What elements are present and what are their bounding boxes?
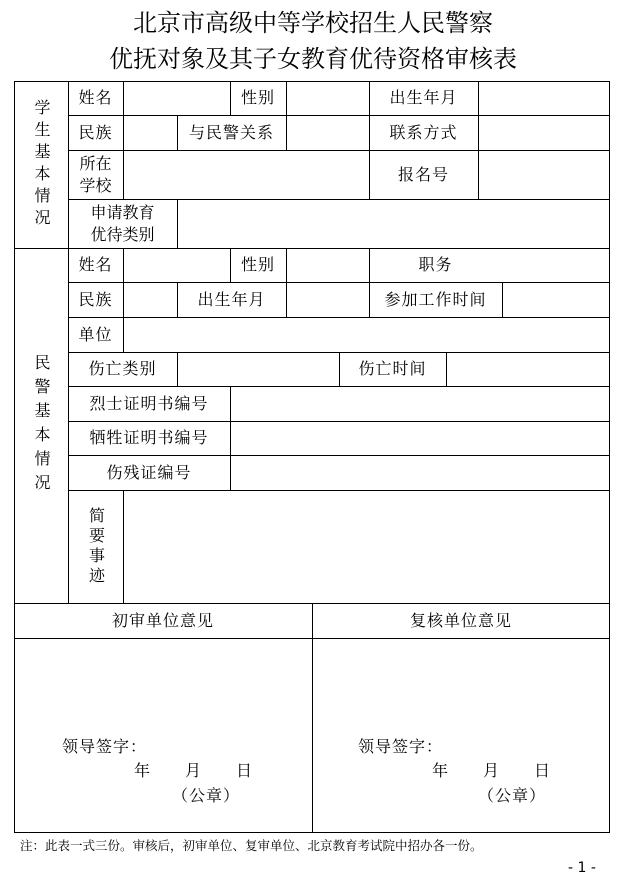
police-gender-field[interactable] [287, 249, 369, 282]
student-category-label-line1: 申请教育 [90, 202, 155, 222]
police-casualty-type-label: 伤亡类别 [88, 359, 157, 378]
student-school-field[interactable] [124, 151, 369, 199]
police-deeds-label [68, 490, 123, 603]
police-disability-cert-label: 伤残证编号 [106, 462, 192, 482]
police-position-label: 职务 [418, 255, 453, 274]
student-name-field[interactable] [124, 82, 230, 115]
student-ethnicity-field[interactable] [124, 116, 177, 150]
police-birth-label: 出生年月 [197, 289, 266, 309]
police-martyr-cert-field[interactable] [231, 387, 609, 421]
student-category-field[interactable] [178, 200, 609, 248]
initial-date-label: 年 月 日 [134, 761, 254, 780]
initial-review-title: 初审单位意见 [111, 610, 214, 630]
police-sacrifice-cert-field[interactable] [231, 422, 609, 455]
police-sacrifice-cert-label: 牺牲证明书编号 [89, 428, 209, 447]
final-review-title: 复核单位意见 [409, 610, 512, 630]
student-reg-no-label: 报名号 [397, 164, 449, 184]
police-gender-label: 性别 [240, 255, 275, 274]
police-martyr-cert-label: 烈士证明书编号 [89, 393, 209, 413]
student-school-label-line1: 所在 [79, 153, 112, 173]
student-relation-label: 与民警关系 [188, 122, 274, 142]
police-ethnicity-label: 民族 [78, 289, 113, 309]
student-relation-field[interactable] [287, 116, 369, 150]
police-birth-field[interactable] [287, 283, 369, 317]
police-position-field[interactable] [503, 249, 609, 282]
police-section-label [14, 248, 68, 603]
initial-signature-label: 领导签字： [62, 737, 148, 756]
student-name-label: 姓名 [78, 88, 113, 107]
student-birth-label: 出生年月 [389, 88, 458, 107]
student-school-label [68, 150, 123, 199]
student-gender-label: 性别 [240, 88, 275, 107]
student-school-label-line2: 学校 [79, 175, 112, 195]
initial-review-opinion-field[interactable] [15, 639, 311, 735]
police-casualty-time-label: 伤亡时间 [358, 359, 427, 378]
police-casualty-type-field[interactable] [178, 353, 339, 386]
student-reg-no-field[interactable] [479, 151, 609, 199]
police-unit-label: 单位 [78, 324, 113, 344]
student-category-label-line2: 优待类别 [90, 224, 155, 244]
student-gender-field[interactable] [287, 82, 369, 115]
police-ethnicity-field[interactable] [124, 283, 177, 317]
police-deeds-label-text: 简要事迹 [86, 506, 106, 587]
police-disability-cert-field[interactable] [231, 456, 609, 490]
initial-seal-label: （公章） [172, 786, 241, 805]
final-signature-label: 领导签字： [358, 737, 444, 756]
police-work-start-label: 参加工作时间 [384, 289, 487, 309]
footnote: 注：此表一式三份。审核后，初审单位、复审单位、北京教育考试院中招办各一份。 [20, 838, 483, 853]
form-title-line1: 北京市高级中等学校招生人民警察 [133, 9, 493, 37]
final-seal-label: （公章） [478, 786, 547, 805]
police-section-label-text: 民警基本情况 [32, 353, 51, 498]
student-section-label [14, 81, 68, 248]
police-work-start-field[interactable] [503, 283, 609, 317]
student-category-label [68, 199, 177, 248]
student-section-label-text: 学生基本情况 [32, 98, 51, 231]
final-date-label: 年 月 日 [432, 761, 552, 780]
police-deeds-field[interactable] [124, 491, 609, 603]
student-contact-label: 联系方式 [389, 122, 458, 142]
police-casualty-time-field[interactable] [447, 353, 609, 386]
student-contact-field[interactable] [479, 116, 609, 150]
police-name-field[interactable] [124, 249, 230, 282]
student-birth-field[interactable] [479, 82, 609, 115]
student-ethnicity-label: 民族 [78, 122, 113, 142]
police-unit-field[interactable] [124, 318, 609, 352]
form-title-line2: 优抚对象及其子女教育优待资格审核表 [109, 45, 517, 73]
final-review-opinion-field[interactable] [313, 639, 609, 735]
page-number: - 1 - [568, 860, 596, 876]
police-name-label: 姓名 [78, 255, 113, 274]
